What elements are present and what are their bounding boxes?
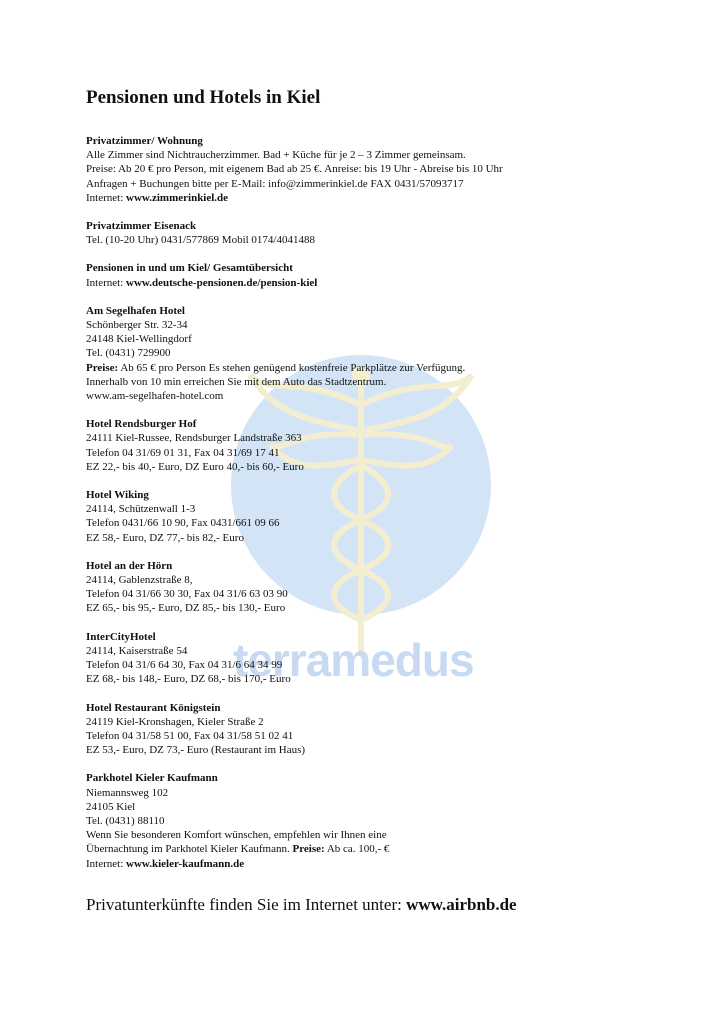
text-line: Schönberger Str. 32-34: [86, 319, 188, 332]
internet-label: Internet:: [86, 276, 127, 289]
text-line: 24114, Kaiserstraße 54: [86, 644, 188, 657]
text-fragment: Übernachtung im Parkhotel Kieler Kaufmann.: [86, 843, 293, 856]
section-hoern: [86, 559, 686, 616]
internet-link[interactable]: www.zimmerinkiel.de: [126, 191, 229, 204]
section-title: Hotel an der Hörn: [86, 559, 173, 572]
text-line: Tel. (0431) 88110: [86, 814, 165, 827]
section-kaufmann: [86, 771, 686, 870]
section-koenigstein: [86, 701, 686, 758]
section-wiking: [86, 488, 686, 545]
text-line: Alle Zimmer sind Nichtraucherzimmer. Bad + Küche für je 2 – 3 Zimmer gemeinsam.: [86, 149, 466, 162]
watermark-text: terramedus: [233, 634, 474, 686]
text-line: EZ 22,- bis 40,- Euro, DZ Euro 40,- bis 60,- Euro: [86, 460, 304, 473]
text-line: 24111 Kiel-Russee, Rendsburger Landstraße 363: [86, 432, 302, 445]
text-line: 24114, Gablenzstraße 8,: [86, 574, 193, 587]
text-line: Tel. (10-20 Uhr) 0431/577869 Mobil 0174/4041488: [86, 234, 315, 247]
price-text: Ab 65 € pro Person Es stehen genügend kostenfreie Parkplätze zur Verfügung.: [118, 361, 466, 374]
section-rendsburger: [86, 417, 686, 474]
text-line: Telefon 04 31/6 64 30, Fax 04 31/6 64 34 99: [86, 659, 283, 672]
internet-line: [86, 276, 686, 290]
section-title: Hotel Rendsburger Hof: [86, 418, 197, 431]
price-label: Preise:: [86, 361, 119, 374]
price-text: Ab ca. 100,- €: [324, 843, 390, 856]
section-segelhafen: [86, 304, 686, 403]
internet-line: [86, 191, 686, 205]
internet-link[interactable]: www.deutsche-pensionen.de/pension-kiel: [126, 276, 318, 289]
text-line: Telefon 04 31/58 51 00, Fax 04 31/58 51 02 41: [86, 729, 294, 742]
internet-label: Internet:: [86, 191, 127, 204]
section-title: Hotel Restaurant Königstein: [86, 701, 221, 714]
section-pensionen: [86, 261, 686, 289]
footer-link[interactable]: www.airbnb.de: [406, 895, 517, 914]
price-line: [86, 361, 686, 375]
section-title: Privatzimmer/ Wohnung: [86, 135, 203, 147]
text-line: EZ 65,- bis 95,- Euro, DZ 85,- bis 130,- Euro: [86, 602, 286, 615]
price-label: Preise:: [292, 843, 325, 856]
section-title: Am Segelhafen Hotel: [86, 304, 185, 317]
section-title: Hotel Wiking: [86, 489, 149, 502]
text-line: EZ 53,- Euro, DZ 73,- Euro (Restaurant im Haus): [86, 744, 306, 757]
text-line: Preise: Ab 20 € pro Person, mit eigenem Bad ab 25 €. Anreise: bis 19 Uhr - Abreise bis 10 Uhr: [86, 163, 503, 176]
section-title: InterCityHotel: [86, 630, 156, 643]
text-line: 24114, Schützenwall 1-3: [86, 503, 196, 516]
text-line: Niemannsweg 102: [86, 786, 169, 799]
section-eisenack: [86, 219, 686, 247]
text-line: Wenn Sie besonderen Komfort wünschen, empfehlen wir Ihnen eine: [86, 829, 387, 842]
internet-link[interactable]: www.kieler-kaufmann.de: [126, 857, 245, 870]
page-title: Pensionen und Hotels in Kiel: [86, 87, 321, 108]
text-line: Anfragen + Buchungen bitte per E-Mail: info@zimmerinkiel.de FAX 0431/57093717: [86, 177, 464, 190]
text-line: Telefon 04 31/66 30 30, Fax 04 31/6 63 03 90: [86, 588, 288, 601]
text-line: EZ 68,- bis 148,- Euro, DZ 68,- bis 170,- Euro: [86, 673, 291, 686]
internet-label: Internet:: [86, 857, 127, 870]
section-privatzimmer: [86, 134, 686, 205]
text-line: EZ 58,- Euro, DZ 77,- bis 82,- Euro: [86, 531, 244, 544]
section-intercity: [86, 630, 686, 687]
price-line: [86, 842, 686, 856]
text-line: 24119 Kiel-Kronshagen, Kieler Straße 2: [86, 715, 264, 728]
text-line: Telefon 04 31/69 01 31, Fax 04 31/69 17 41: [86, 446, 280, 459]
text-line: 24148 Kiel-Wellingdorf: [86, 333, 192, 346]
text-line: Innerhalb von 10 min erreichen Sie mit dem Auto das Stadtzentrum.: [86, 375, 387, 388]
section-title: Privatzimmer Eisenack: [86, 220, 197, 233]
section-title: Parkhotel Kieler Kaufmann: [86, 772, 218, 785]
text-line: Telefon 0431/66 10 90, Fax 0431/661 09 66: [86, 517, 280, 530]
internet-line: [86, 857, 686, 871]
text-line: 24105 Kiel: [86, 800, 136, 813]
text-line: Tel. (0431) 729900: [86, 347, 171, 360]
footer-text: Privatunterkünfte finden Sie im Internet unter:: [86, 895, 407, 914]
document-page: [86, 86, 686, 885]
website-link[interactable]: www.am-segelhafen-hotel.com: [86, 390, 224, 403]
section-title: Pensionen in und um Kiel/ Gesamtübersicht: [86, 262, 293, 275]
footer-line: [86, 894, 517, 916]
